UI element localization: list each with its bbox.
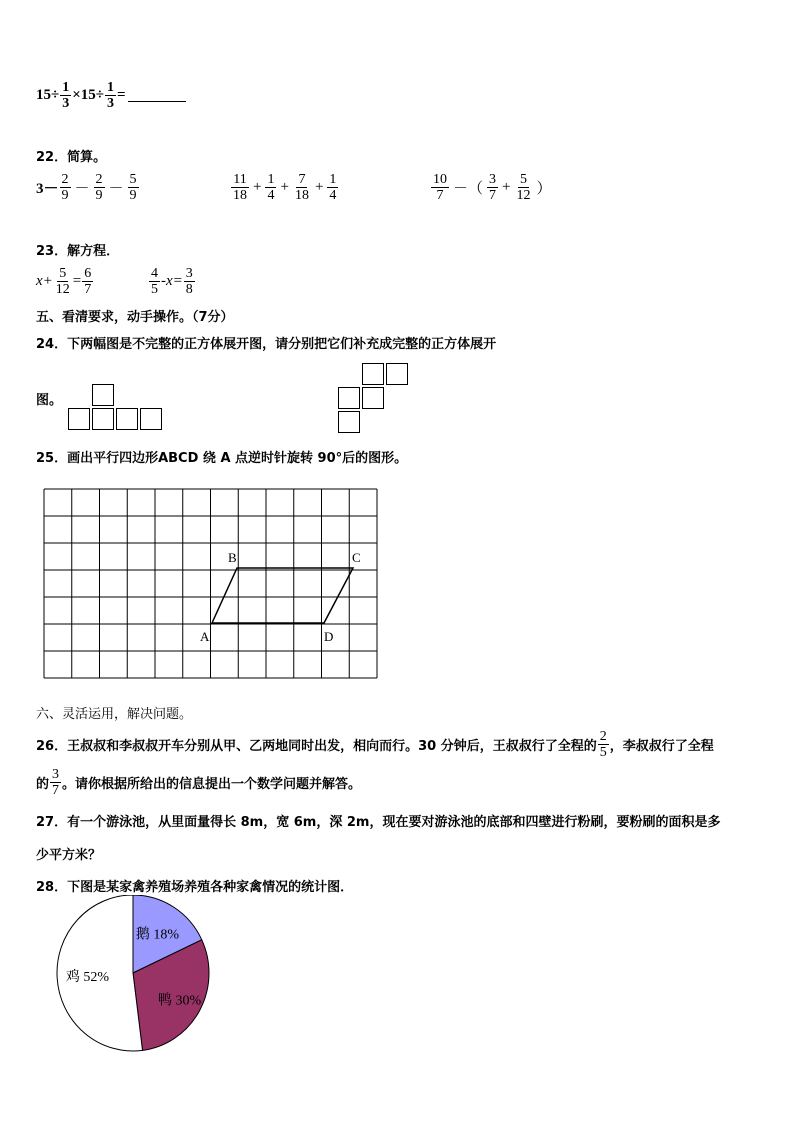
q22-expression-2: $\frac{11}{18}$ + $\frac{1}{4}$ + $\frac{7}{18}$ + $\frac{1}{4}$: [233, 172, 337, 203]
q24-title-tail: 图。: [36, 393, 63, 408]
q21-fraction-1: $\frac{1}{3}$: [62, 80, 70, 111]
q23-title: 23．解方程．: [36, 244, 120, 259]
vertex-label-c: C: [352, 550, 361, 565]
q26-line-2: 的 $\frac{3}{7}$ 。请你根据所给出的信息提出一个数学问题并解答。: [36, 767, 362, 798]
q27-line-1: 27．有一个游泳池，从里面量得长 8m，宽 6m，深 2m，现在要对游泳池的底部和四壁进行粉刷，要粉刷的面积是多: [36, 815, 721, 830]
q28-title: 28．下图是某家禽养殖场养殖各种家禽情况的统计图．: [36, 880, 354, 895]
q25-title: 25．画出平行四边形ABCD 绕 A 点逆时针旋转 90°后的图形。: [36, 451, 408, 466]
grid-figure: [40, 485, 385, 682]
vertex-label-b: B: [228, 550, 237, 565]
q21-equals: =: [117, 87, 126, 103]
q24-title: 24．下两幅图是不完整的正方体展开图，请分别把它们补充成完整的正方体展开: [36, 337, 497, 352]
vertex-label-a: A: [200, 629, 210, 644]
q23-equation-2: $\frac{4}{5}$ -x= $\frac{3}{8}$: [151, 266, 193, 297]
answer-blank: [128, 89, 186, 102]
section-5-heading: 五、看清要求，动手操作。（7分）: [36, 310, 234, 325]
q21-times: ×15÷: [72, 87, 105, 103]
section-6-heading: 六、灵活运用，解决问题。: [36, 707, 193, 722]
pie-label: 鸡 52%: [65, 969, 110, 985]
grid-lines: [44, 489, 377, 678]
pie-label: 鸭 30%: [158, 993, 202, 1009]
pie-chart: [55, 895, 220, 1055]
q21-prefix: 15÷: [36, 87, 60, 103]
q22-expression-1: 3－ $\frac{2}{9}$ － $\frac{2}{9}$ － $\frac{5}{9}$: [36, 172, 137, 203]
pie-label: 鹅 18%: [135, 927, 180, 943]
q21-fraction-2: $\frac{1}{3}$: [107, 80, 115, 111]
q22-expression-3: $\frac{10}{7}$ －（ $\frac{3}{7}$ + $\frac{5}{12}$ ）: [433, 172, 552, 203]
q22-title: 22．简算。: [36, 150, 107, 165]
q23-equation-1: x+ $\frac{5}{12}$ = $\frac{6}{7}$: [36, 266, 92, 297]
vertex-label-d: D: [324, 629, 334, 644]
q26-line-1: 26．王叔叔和李叔叔开车分别从甲、乙两地同时出发，相向而行。30 分钟后，王叔叔行了全程的 $\frac{2}{5}$ ，李叔叔行了全程: [36, 729, 714, 760]
q21-expression: [36, 80, 186, 111]
parallelogram-abcd: [212, 568, 353, 623]
q27-line-2: 少平方米？: [36, 848, 102, 863]
